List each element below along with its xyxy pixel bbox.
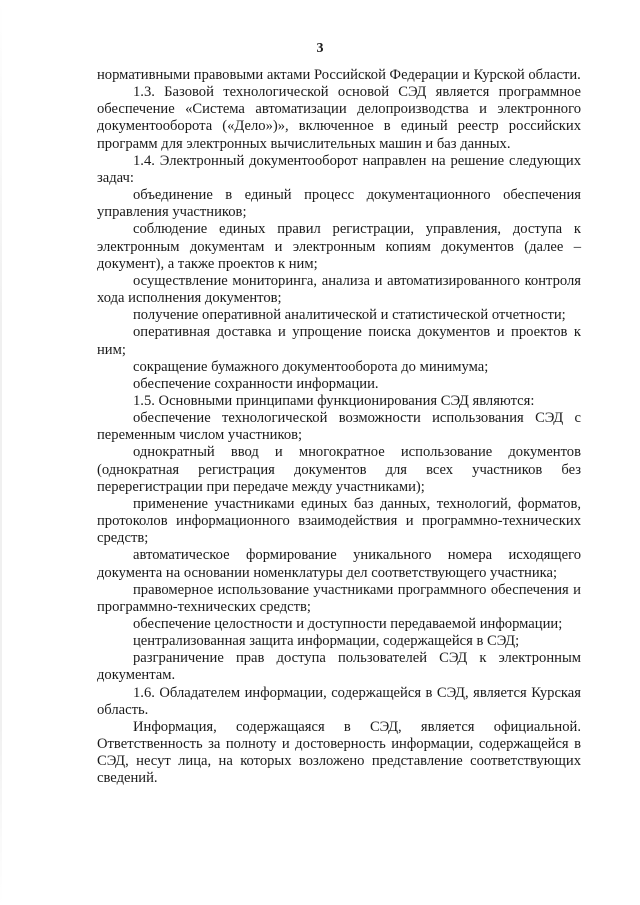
paragraph-official-info: Информация, содержащаяся в СЭД, является официальной. Ответственность за полноту и достоверность информации, содержащейся в СЭД, несут лица, на которых возложено представление соответствующих сведений. bbox=[97, 718, 581, 787]
list-item: однократный ввод и многократное использование документов (однократная регистрация документов для всех участников без перерегистрации при передаче между участниками); bbox=[97, 444, 581, 495]
paragraph-1-3: 1.3. Базовой технологической основой СЭД является программное обеспечение «Система автоматизации делопроизводства и электронного документооборота («Дело»)», включенное в единый реестр российских программ для электронных вычислительных машин и баз данных. bbox=[97, 84, 581, 152]
list-item: централизованная защита информации, содержащейся в СЭД; bbox=[133, 633, 520, 650]
list-item: обеспечение сохранности информации. bbox=[133, 375, 379, 392]
list-item: осуществление мониторинга, анализа и автоматизированного контроля хода исполнения документов; bbox=[97, 272, 581, 307]
list-item: разграничение прав доступа пользователей СЭД к электронным документам. bbox=[97, 650, 581, 684]
paragraph-continuation: нормативными правовыми актами Российской Федерации и Курской области. bbox=[97, 67, 581, 83]
paragraph-1-4: 1.4. Электронный документооборот направлен на решение следующих задач: bbox=[97, 152, 581, 186]
paragraph-1-5: 1.5. Основными принципами функционирования СЭД являются: bbox=[133, 392, 535, 409]
scan-edge bbox=[0, 0, 2, 905]
list-item: автоматическое формирование уникального номера исходящего документа на основании номенклатуры дел соответствующего участника; bbox=[97, 547, 581, 581]
list-item: правомерное использование участниками программного обеспечения и программно-технических средств; bbox=[97, 581, 581, 615]
list-item: сокращение бумажного документооборота до минимума; bbox=[133, 358, 489, 375]
list-item: оперативная доставка и упрощение поиска документов и проектов к ним; bbox=[97, 324, 581, 358]
list-item: соблюдение единых правил регистрации, управления, доступа к электронным документам и электронным копиям документов (далее – документ), а также проектов к ним; bbox=[97, 221, 581, 272]
document-body bbox=[97, 67, 581, 788]
paragraph-1-6: 1.6. Обладателем информации, содержащейся в СЭД, является Курская область. bbox=[97, 684, 581, 718]
page-number: 3 bbox=[316, 41, 324, 56]
list-item: получение оперативной аналитической и статистической отчетности; bbox=[133, 307, 566, 324]
list-item: объединение в единый процесс документационного обеспечения управления участников; bbox=[97, 187, 581, 221]
list-item: применение участниками единых баз данных, технологий, форматов, протоколов информационного взаимодействия и программно-технических средств; bbox=[97, 495, 581, 547]
list-item: обеспечение технологической возможности использования СЭД с переменным числом участников; bbox=[97, 410, 581, 444]
list-item: обеспечение целостности и доступности передаваемой информации; bbox=[133, 616, 563, 632]
